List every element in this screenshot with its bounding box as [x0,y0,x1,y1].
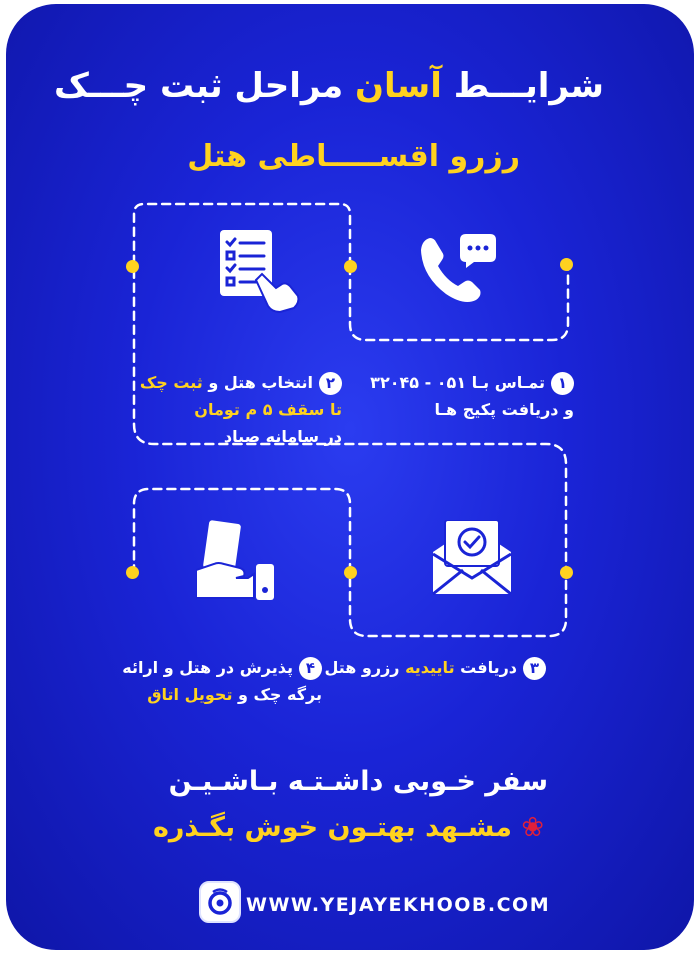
step-1-line1-text: تمـاس بـا ۰۵۱ - ۳۲۰۴۵ [370,373,545,392]
step-2-line1-b: ثبت چک [139,373,203,392]
step-2-text [140,369,342,450]
connector-dot [560,566,573,579]
step-3-line1-b: تاییدیه [405,658,455,677]
step-4-text [122,654,322,708]
connector-dot [344,260,357,273]
step-3-line1-a: دریافت [454,658,517,677]
phone-icon [416,234,498,306]
step-4-line2 [122,681,322,708]
connector-dot [126,566,139,579]
envelope-check-icon [431,520,513,598]
brand-logo-icon [199,881,241,923]
step-number-badge: ۴ [299,657,322,680]
page-subtitle: رزرو اقســـــاطی هتل [187,139,520,174]
step-3-text [324,654,546,681]
checklist-icon [216,228,302,314]
step-2-line3: در سامانه صیاد [223,427,342,446]
rose-icon: ❀ [521,812,544,843]
footer-line1: سفر خـوبی داشـتـه بـاشـیـن [168,766,548,797]
step-2-line1 [140,369,342,396]
step-3-line1-c: رزرو هتل [324,658,406,677]
title-part-b: آسان [354,66,442,106]
step-number-badge: ۳ [523,657,546,680]
connector-dot [126,260,139,273]
step-1-text [370,369,574,423]
step-4-line2-a: برگه چک و [232,685,322,704]
step-4-line2-b: تحویل اتاق [147,685,233,704]
hand-card-icon [196,520,278,602]
poster-card [6,4,694,950]
step-4-line1-text: پذیرش در هتل و ارائه [122,658,293,677]
step-2-line1-a: انتخاب هتل و [202,373,313,392]
connector-dot [344,566,357,579]
connector-dot [560,258,573,271]
step-number-badge: ۱ [551,372,574,395]
title-part-a: شرایـــط [453,66,604,106]
step-number-badge: ۲ [319,372,342,395]
page-title [54,66,604,106]
title-part-c: مراحل ثبت چـــک [53,66,344,106]
step-1-line2: و دریافت پکیج هـا [434,400,574,419]
step-1-line1 [370,369,574,396]
website-url-link[interactable]: WWW.YEJAYEKHOOB.COM [246,894,551,916]
footer-line2 [153,812,544,843]
step-3-line1 [324,654,546,681]
footer-line2-text: مشـهد بهتـون خوش بگـذره [152,812,512,843]
step-4-line1 [122,654,322,681]
step-2-line2: تا سقف ۵ م تومان [194,400,342,419]
